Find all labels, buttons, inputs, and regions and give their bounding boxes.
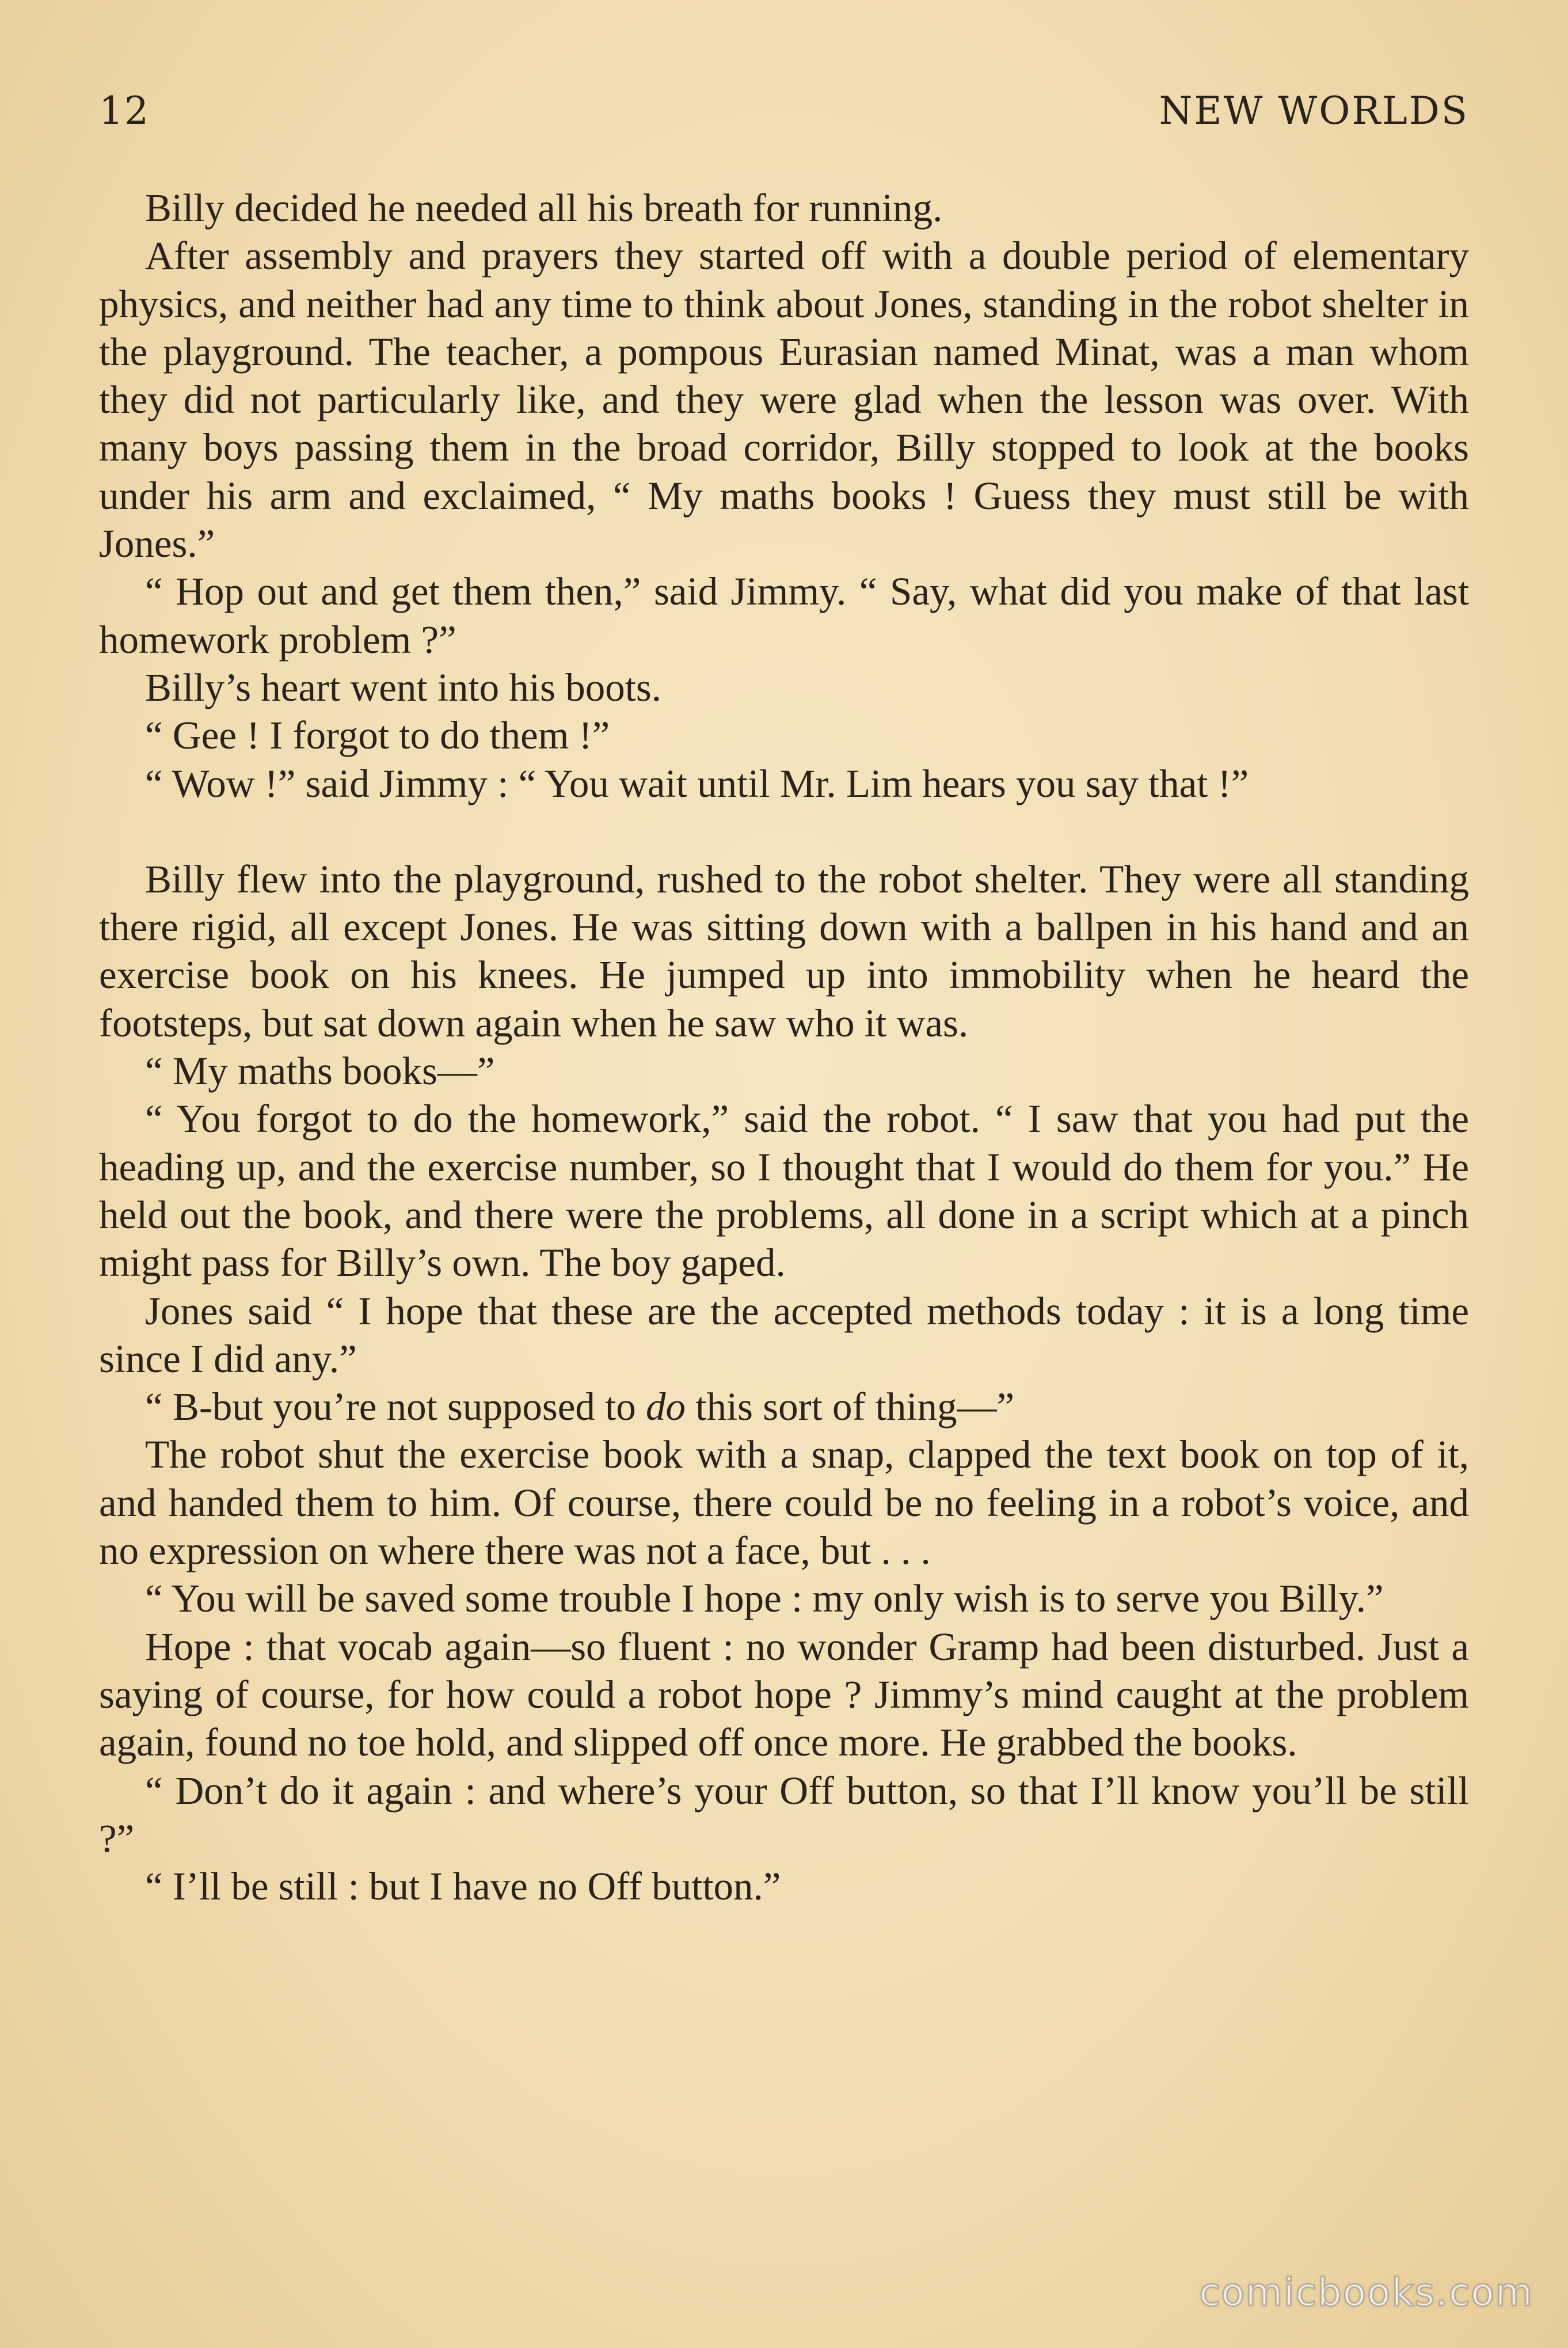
paragraph: Billy decided he needed all his breath for running. [145,186,943,230]
paragraph-text: this sort of thing—” [686,1385,1015,1429]
watermark: comicbooks.com [1199,2270,1533,2315]
page-header [99,86,1469,155]
book-page [99,86,1469,2263]
paragraph: “ I’ll be still : but I have no Off button.” [145,1864,781,1909]
paragraph: Jones said “ I hope that these are the accepted methods today : it is a long time since I did any.” [99,1289,1469,1381]
paragraph: “ You will be saved some trouble I hope : my only wish is to serve you Billy.” [145,1576,1384,1621]
paragraph: Hope : that vocab again—so fluent : no wonder Gramp had been disturbed. Just a saying of course, for how could a robot hope ? Jimmy’s mind caught at the problem again, found no toe hold, and slipped off once more. He grabbed the books. [99,1624,1469,1765]
paragraph: Billy’s heart went into his boots. [145,665,661,709]
paragraph: “ Don’t do it again : and where’s your Off button, so that I’ll know you’ll be still ?” [99,1768,1469,1860]
paragraph: “ You forgot to do the homework,” said the robot. “ I saw that you had put the heading up, and the exercise number, so I thought that I would do them for you.” He held out the book, and there were the problems, all done in a script which at a pinch might pass for Billy’s own. The boy gaped. [99,1097,1469,1285]
page-number: 12 [99,89,150,133]
emphasis-text: do [646,1385,686,1429]
paragraph: “ Gee ! I forgot to do them !” [145,713,610,758]
paragraph: Billy flew into the playground, rushed to the robot shelter. They were all standing there rigid, all except Jones. He was sitting down with a ballpen in his hand and an exercise book on his knees. He jumped up into immobility when he heard the footsteps, but sat down again when he saw who it was. [99,857,1469,1045]
body-text [99,184,1469,1910]
paragraph: “ Wow !” said Jimmy : “ You wait until Mr. Lim hears you say that !” [145,761,1249,806]
paragraph-text: “ B-but you’re not supposed to [145,1385,646,1429]
paragraph: The robot shut the exercise book with a snap, clapped the text book on top of it, and handed them to him. Of course, there could be no feeling in a robot’s voice, and no expression on where there was not a face, but . . . [99,1433,1469,1573]
paragraph [99,1383,1469,1431]
running-head: NEW WORLDS [1159,89,1469,133]
paragraph: After assembly and prayers they started off with a double period of elementary physics, and neither had any time to think about Jones, standing in the robot shelter in the playground. The teacher, a pompous Eurasian named Minat, was a man whom they did not particularly like, and they were glad when the lesson was over. With many boys passing them in the broad corridor, Billy stopped to look at the books under his arm and exclaimed, “ My maths books ! Guess they must still be with Jones.” [99,234,1469,566]
paragraph: “ My maths books—” [145,1049,495,1093]
paragraph: “ Hop out and get them then,” said Jimmy. “ Say, what did you make of that last homework problem ?” [99,569,1469,662]
